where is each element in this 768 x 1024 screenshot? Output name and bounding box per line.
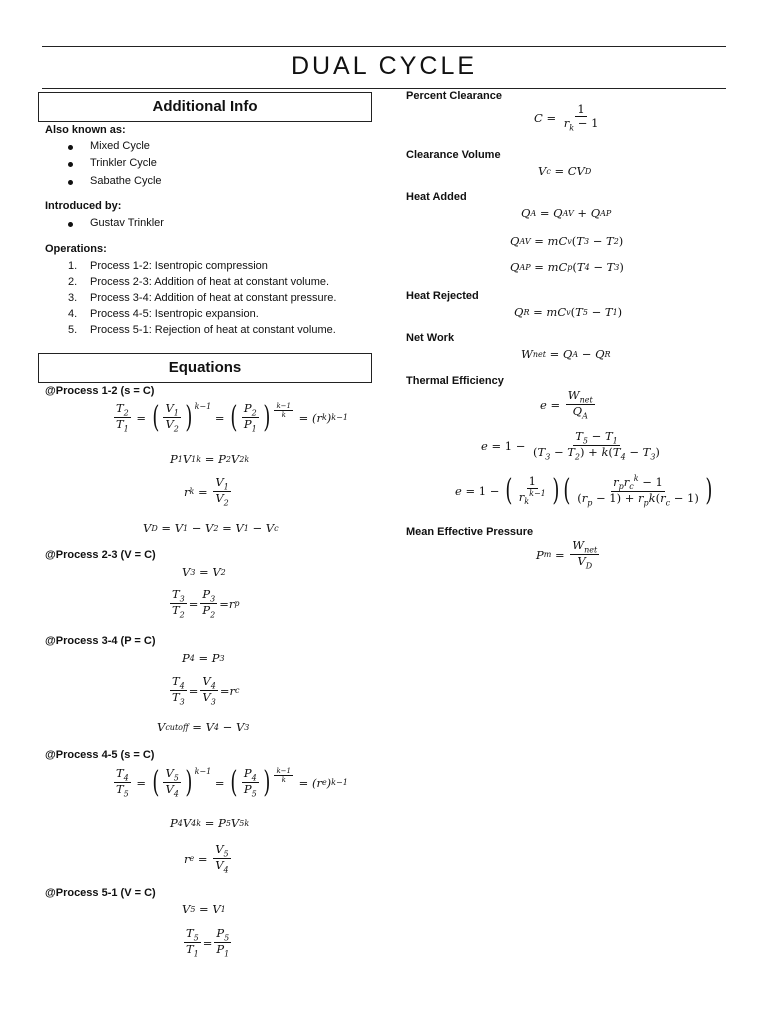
process-5-1-label: @Process 5-1 (V = C) xyxy=(45,887,156,899)
process-4-5-label: @Process 4-5 (s = C) xyxy=(45,749,155,761)
equation: $\frac{T_3}{T_2}$ = $\frac{P_3}{P_2}$ = r p xyxy=(172,587,240,620)
net-work-label: Net Work xyxy=(406,332,455,344)
list-item: Gustav Trinkler xyxy=(90,217,164,229)
list-item: Sabathe Cycle xyxy=(90,175,162,187)
equation: V c = CV D xyxy=(538,164,592,178)
equation: V D = V 1 − V 2 = V 1 − V c xyxy=(143,521,279,535)
title-underline xyxy=(42,88,726,89)
also-known-label: Also known as: xyxy=(45,124,126,136)
equation: C = $\frac{1}{r_k - 1}$ xyxy=(534,102,599,133)
process-1-2-label: @Process 1-2 (s = C) xyxy=(45,385,155,397)
list-item: 5. Process 5-1: Rejection of heat at constant volume. xyxy=(68,324,336,336)
list-item: Trinkler Cycle xyxy=(90,157,157,169)
equation: V cutoff = V 4 − V 3 xyxy=(157,720,250,734)
operations-label: Operations: xyxy=(45,243,107,255)
equation: Q AP = mC p ( T 4 − T 3 ) xyxy=(510,260,624,274)
equation: $\frac{T_4}{T_3}$ = $\frac{V_4}{V_3}$ = r c xyxy=(172,674,240,707)
equation: W net = Q A − Q R xyxy=(521,347,611,361)
equation: V 5 = V 1 xyxy=(182,902,226,916)
list-item: 1. Process 1-2: Isentropic compression xyxy=(68,260,268,272)
equation: e = $\frac{W_{net}}{Q_A}$ xyxy=(540,388,593,421)
percent-clearance-label: Percent Clearance xyxy=(406,90,502,102)
equation: P 4 = P 3 xyxy=(182,651,225,665)
mean-effective-pressure-label: Mean Effective Pressure xyxy=(406,526,534,538)
equation: Q AV = mC v ( T 3 − T 2 ) xyxy=(510,234,624,248)
equation: $\frac{T_5}{T_1}$ = $\frac{P_5}{P_1}$ xyxy=(186,926,230,959)
process-3-4-label: @Process 3-4 (P = C) xyxy=(45,635,156,647)
equation: V 3 = V 2 xyxy=(182,565,226,579)
equation: r e = $\frac{V_5}{V_4}$ xyxy=(184,842,229,875)
additional-info-heading: Additional Info xyxy=(38,92,372,122)
equation: $\frac{T_4}{T_5}$ = ( $\frac{V_5}{V_4}$ ) $^{k-1}$ = ( $\frac{P_4}{P_5}$ ) $^{\frac{k-1}{k}}$ = (r e ) k−1 xyxy=(116,764,348,800)
equation: P 4 V 4 k = P 5 V 5 k xyxy=(170,816,250,830)
list-item: 4. Process 4-5: Isentropic expansion. xyxy=(68,308,259,320)
equation: $\frac{T_2}{T_1}$ = ( $\frac{V_1}{V_2}$ ) $^{k-1}$ = ( $\frac{P_2}{P_1}$ ) $^{\frac{k-1}{k}}$ = (r k ) k−1 xyxy=(116,399,348,435)
introduced-label: Introduced by: xyxy=(45,200,122,212)
process-2-3-label: @Process 2-3 (V = C) xyxy=(45,549,156,561)
list-item: 2. Process 2-3: Addition of heat at constant volume. xyxy=(68,276,330,288)
list-item: 3. Process 3-4: Addition of heat at constant pressure. xyxy=(68,292,337,304)
equation: r k = $\frac{V_1}{V_2}$ xyxy=(184,475,229,508)
equation: P m = $\frac{W_{net}}{V_D}$ xyxy=(536,538,598,571)
equation: Q R = mC v ( T 5 − T 1 ) xyxy=(514,305,623,319)
heat-added-label: Heat Added xyxy=(406,191,467,203)
equation: Q A = Q AV + Q AP xyxy=(521,206,612,220)
list-item: Mixed Cycle xyxy=(90,140,150,152)
page-title: DUAL CYCLE xyxy=(290,52,478,80)
equation: e = 1 − $\frac{T_5 - T_1}{(T_3 - T_2) + k(T_4 - T_3)}$ xyxy=(481,429,660,462)
equation: P 1 V 1 k = P 2 V 2 k xyxy=(170,452,250,466)
top-rule xyxy=(42,46,726,47)
equations-heading: Equations xyxy=(38,353,372,383)
heat-rejected-label: Heat Rejected xyxy=(406,290,479,302)
equation: e = 1 − ( $\frac{1}{r_k^{k-1}}$ ) ( $\frac{r_pr_c^k - 1}{(r_p - 1) + r_pk(r_c - 1)}$ ) xyxy=(455,472,713,508)
thermal-efficiency-label: Thermal Efficiency xyxy=(406,375,504,387)
clearance-volume-label: Clearance Volume xyxy=(406,149,501,161)
